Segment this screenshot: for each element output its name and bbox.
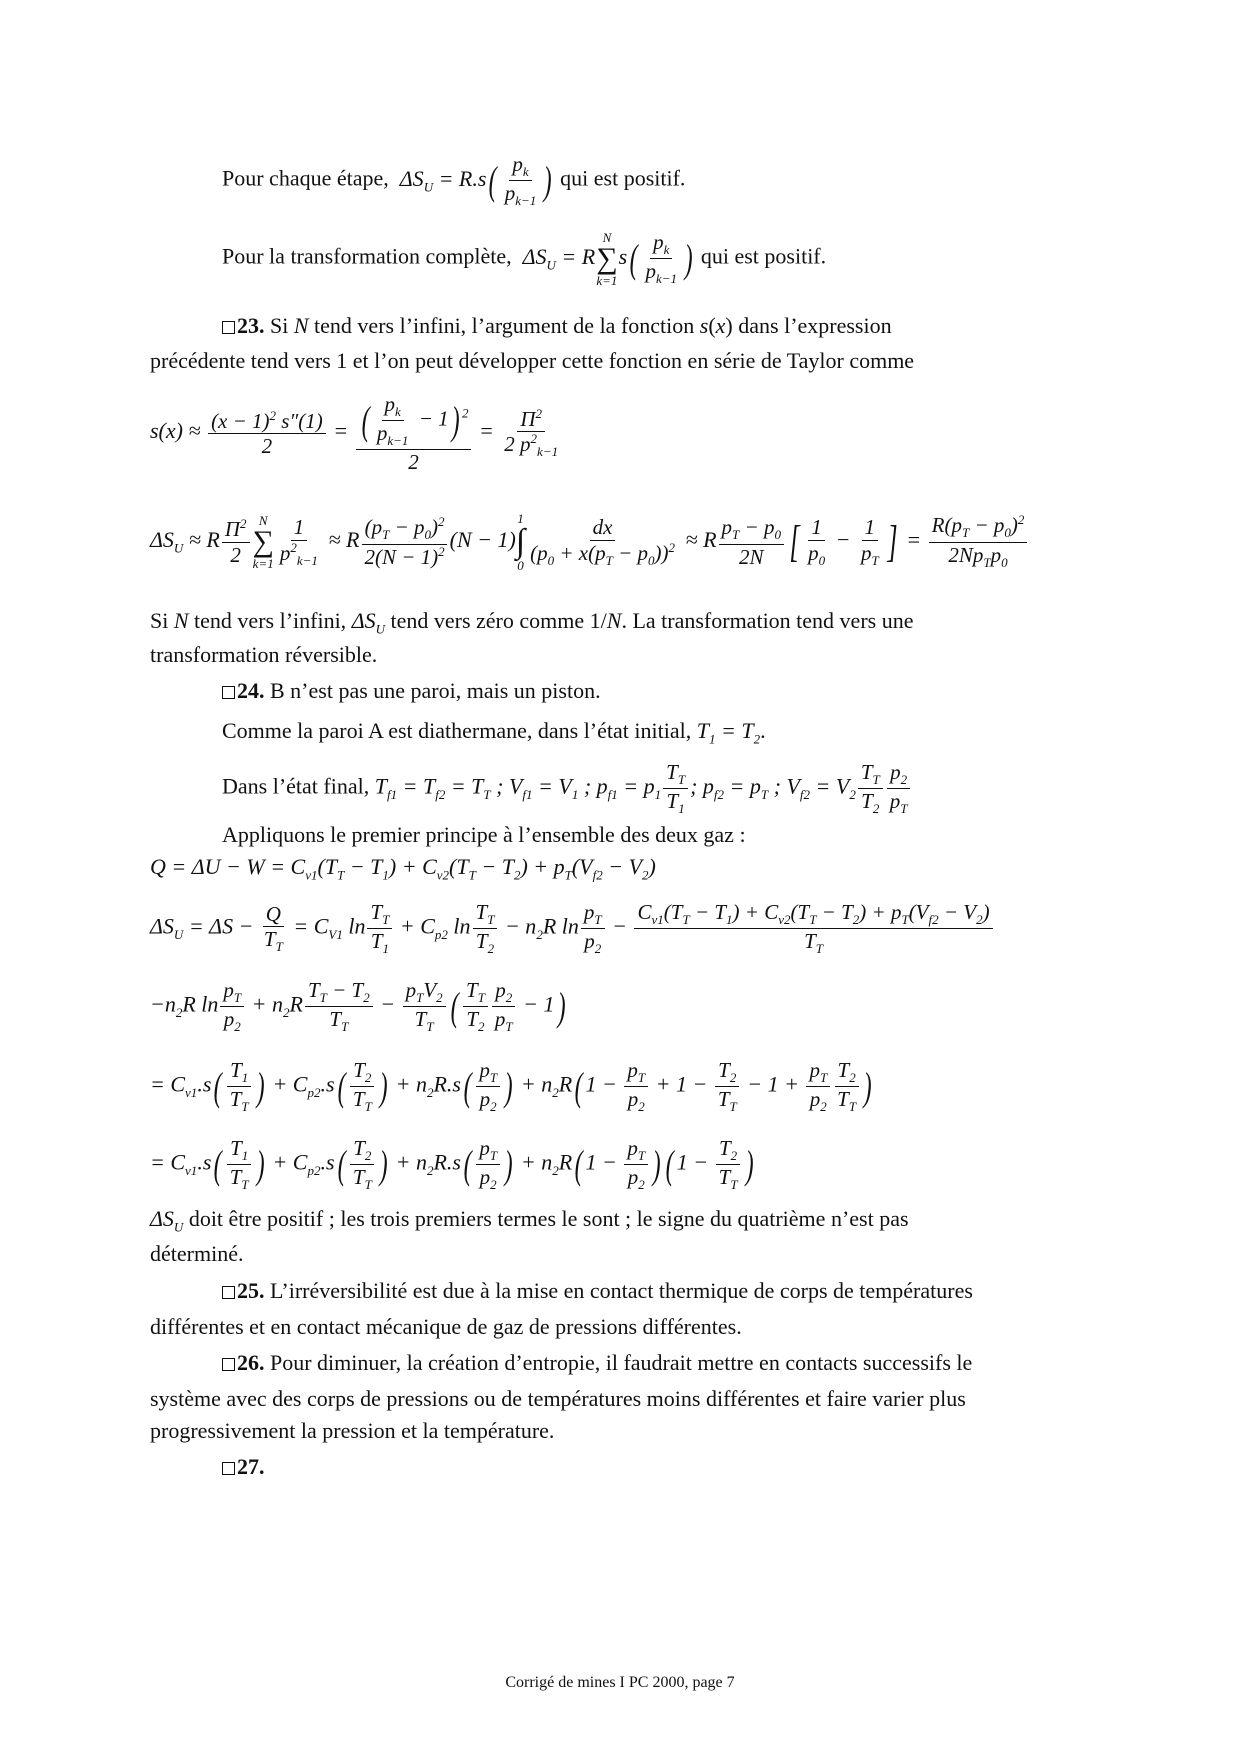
q23-text-a: Si: [264, 313, 294, 338]
entropy-approximation-formula: $\Delta S_U \approx R$ $\frac{\Pi^2}{2}$ N ∑ k=1 $\frac{1}{p^2_{k-1}}$ ≈ R $\frac{(p_T - p_0)^2}{2(N - 1)^2}$ (N − 1) 1 ∫ 0 $\frac{dx}{(p_0 + x(p_T - p_0))^2}$ ≈ R $\frac{p_T - p_0}{2N}$ [ $\frac{1}{p_0}$ − $\frac{1}{p_T}$ ] = $\frac{R(p_T - p_0)^2}{2Np_Tp_0}$: [150, 512, 1029, 572]
question-26: [222, 1350, 972, 1376]
entropy-balance-line4: = $C_{v1}.s$( $\frac{T_1}{T_T}$ ) + $C_{p2}.s$( $\frac{T_2}{T_T}$ ) + $n_2R.s$( $\frac{p_T}{p_2}$ ) + $n_2R$( 1 − $\frac{p_T}{p_2}$ ) ( 1 − $\frac{T_2}{T_T}$ ): [150, 1136, 754, 1193]
question-number: 26.: [237, 1350, 265, 1375]
limit-text-c: tend vers zéro comme: [385, 608, 590, 633]
q25-line2: différentes et en contact mécanique de gaz de pressions différentes.: [150, 1314, 742, 1339]
question-24: [222, 678, 601, 704]
limit-text-a: Si: [150, 608, 174, 633]
q24-text: B n’est pas une paroi, mais un piston.: [264, 678, 601, 703]
question-number: 27.: [237, 1454, 265, 1479]
limit-text-b: tend vers l’infini,: [188, 608, 352, 633]
question-number: 23.: [237, 313, 265, 338]
total-entropy-line: [222, 230, 826, 287]
limit-line2: transformation réversible.: [150, 642, 378, 667]
q24-line4: Appliquons le premier principe à l’ensemble des deux gaz :: [222, 822, 746, 847]
checkbox-icon: [222, 686, 235, 699]
q26-text: Pour diminuer, la création d’entropie, il faudrait mettre en contacts successifs le: [264, 1350, 973, 1375]
first-principle-formula: $Q = \Delta U - W = C_{v1}(T_T - T_1) + C_{v2}(T_T - T_2) + p_T(V_{f2} - V_2)$: [150, 854, 656, 883]
total-positive-text: qui est positif.: [700, 243, 827, 269]
step-positive-text: qui est positif.: [560, 165, 686, 191]
question-25: [222, 1278, 973, 1304]
limit-text-d: . La transformation tend vers une: [621, 608, 914, 633]
taylor-formula: s(x) ≈ $\frac{(x - 1)^2 s''(1)}{2}$ = ( $\frac{p_k}{p_{k-1}}$ − 1) $^2$ 2 = $\frac{\Pi^2}{2 p^2_{k-1}}$: [150, 392, 559, 475]
checkbox-icon: [222, 1462, 235, 1475]
question-23: 23. Si N tend vers l’infini, l’argument de la fonction s(x) dans l’expression: [222, 313, 892, 339]
limit-paragraph: Si N tend vers l’infini, $\Delta S_U$ tend vers zéro comme 1/N. La transformation tend vers une: [150, 608, 914, 637]
q23-text-b: tend vers l’infini, l’argument de la fonction: [308, 313, 700, 338]
q26-line3: progressivement la pression et la température.: [150, 1418, 555, 1443]
step-intro-text: Pour chaque étape,: [222, 165, 389, 191]
q25-text: L’irréversibilité est due à la mise en contact thermique de corps de températures: [264, 1278, 973, 1303]
question-number: 24.: [237, 678, 265, 703]
question-27: [222, 1454, 265, 1480]
page-footer: Corrigé de mines I PC 2000, page 7: [505, 1674, 735, 1691]
step-entropy-line: [222, 152, 685, 209]
checkbox-icon: [222, 1286, 235, 1299]
step-formula: $\Delta S_U = R.s$( $\frac{p_k}{p_{k-1}}$ ): [394, 152, 552, 209]
sign-discussion: $\Delta S_U$ doit être positif ; les trois premiers termes le sont ; le signe du quatrième n’est pas: [150, 1206, 909, 1235]
q24-initial-state: Comme la paroi A est diathermane, dans l’état initial, $T_1 = T_2$.: [222, 718, 766, 747]
total-formula: $\Delta S_U = R$ N ∑ k=1 s( $\frac{p_k}{p_{k-1}}$ ): [517, 229, 693, 288]
sign-text-a: doit être positif ; les trois premiers termes le sont ; le signe du quatrième n’est pas: [183, 1206, 909, 1231]
sign-text-b: déterminé.: [150, 1241, 244, 1266]
total-intro-text: Pour la transformation complète,: [222, 243, 512, 269]
question-number: 25.: [237, 1278, 265, 1303]
entropy-balance-line2: $-n_2R$ ln $\frac{p_T}{p_2}$ + $n_2R$ $\frac{T_T - T_2}{T_T}$ − $\frac{p_TV_2}{T_T}$ ( $\frac{T_T}{T_2}$ $\frac{p_2}{p_T}$ − 1): [150, 978, 566, 1035]
entropy-balance-line3: = $C_{v1}.s$( $\frac{T_1}{T_T}$ ) + $C_{p2}.s$( $\frac{T_2}{T_T}$ ) + $n_2R.s$( $\frac{p_T}{p_2}$ ) + $n_2R$( 1 − $\frac{p_T}{p_2}$ + 1 − $\frac{T_2}{T_T}$ − 1 + $\frac{p_T}{p_2}$ $\frac{T_2}{T_T}$ ): [150, 1058, 872, 1115]
q24-final-state: Dans l’état final, $T_{f1} = T_{f2} = T_T$ ; $V_{f1} = V_1$ ; $p_{f1} = p_1$ $\frac{T_T}{T_1}$ ; $p_{f2} = p_T$ ; $V_{f2} = V_2$ $\frac{T_T}{T_2}$ $\frac{p_2}{p_T}$: [222, 760, 912, 817]
q26-line2: système avec des corps de pressions ou de températures moins différentes et faire varier plus: [150, 1386, 966, 1411]
checkbox-icon: [222, 321, 235, 334]
q24-line2: Comme la paroi A est diathermane, dans l’état initial,: [222, 718, 697, 743]
checkbox-icon: [222, 1358, 235, 1371]
q23-line2: précédente tend vers 1 et l’on peut développer cette fonction en série de Taylor comme: [150, 348, 915, 373]
entropy-balance-formula: $\Delta S_U = \Delta S$ − $\frac{Q}{T_T}$ = $C_{V1}$ ln $\frac{T_T}{T_1}$ + $C_{p2}$ ln $\frac{T_T}{T_2}$ − $n_2R$ ln $\frac{p_T}{p_2}$ − $\frac{C_{v1}(T_T - T_1) + C_{v2}(T_T - T_2) + p_T(V_{f2} - V_2)}{T_T}$: [150, 900, 995, 957]
q23-text-c: dans l’expression: [732, 313, 892, 338]
q24-line3: Dans l’état final,: [222, 773, 375, 799]
